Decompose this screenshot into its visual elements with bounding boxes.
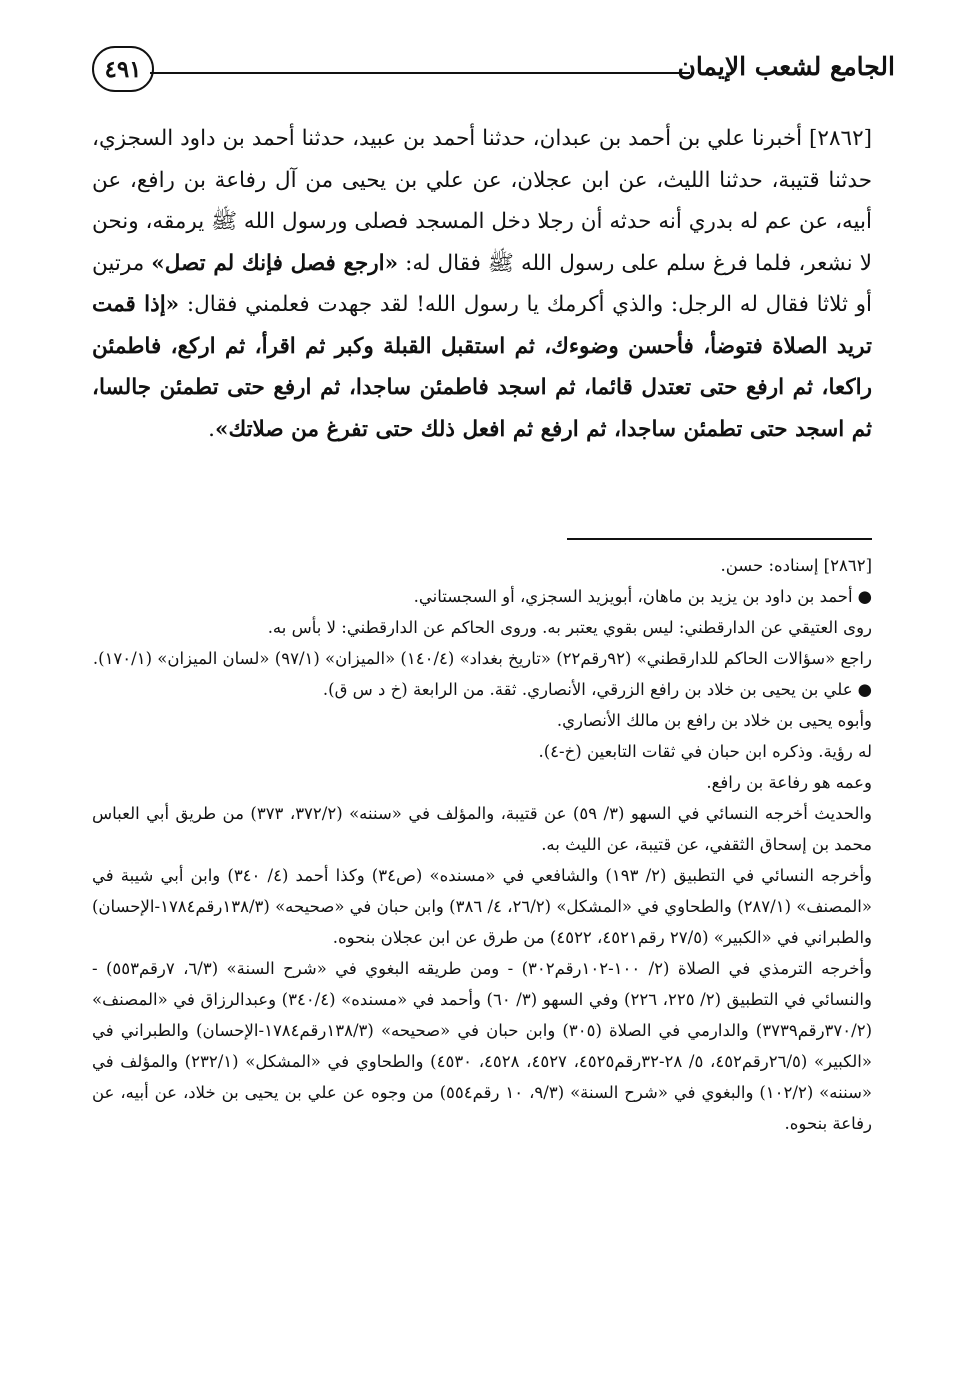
bullet-icon: ● xyxy=(857,587,872,606)
bullet-icon: ● xyxy=(857,680,872,699)
footnote-heading xyxy=(92,550,872,581)
page-number-badge xyxy=(92,46,154,92)
prophet-quote-2: «إذا قمت تريد الصلاة فتوضأ، فأحسن وضوءك، ثم استقبل القبلة وكبر ثم اقرأ، ثم اركع، فاطمئن راكعا، ثم ارفع حتى تعتدل قائما، ثم اسجد فاطمئن ساجدا، ثم ارفع حتى تطمئن جالسا، ثم اسجد حتى تطمئن ساجدا، ثم ارفع ثم افعل ذلك حتى تفرغ من صلاتك» xyxy=(92,292,872,442)
narrator-ali xyxy=(92,674,872,705)
hadith-paragraph xyxy=(92,118,872,450)
page-number: ٤٩١ xyxy=(104,55,142,83)
narrator-ali-father-note: له رؤية. وذكره ابن حبان في ثقات التابعين (خ-٤). xyxy=(538,742,872,761)
narrator-ali-text: علي بن يحيى بن خلاد بن رافع الزرقي، الأنصاري. ثقة. من الرابعة (خ د س ق). xyxy=(322,680,853,699)
narrator-ahmad xyxy=(92,581,872,612)
footnote-number: [٢٨٦٢] xyxy=(823,556,872,575)
isnad-grade: حسن. xyxy=(720,556,764,575)
header-rule xyxy=(150,72,690,74)
prophet-quote-1: «ارجع فصل فإنك لم تصل» xyxy=(151,250,399,276)
hadith-isnad: أخبرنا علي بن أحمد بن عبدان، حدثنا أحمد بن عبيد، حدثنا أحمد بن داود السجزي، حدثنا قتيبة، حدثنا الليث، عن ابن عجلان، عن علي بن يحيى من آل رفاعة بن رافع، عن أبيه، عن عم له بدري أنه حدثه أن رجلا دخل المسجد فصلى ورسول الله ﷺ يرمقه، ونحن لا نشعر، فلما فرغ سلم على رسول الله ﷺ فقال له: xyxy=(92,126,873,276)
hadith-number: [٢٨٦٢] xyxy=(809,126,873,151)
narrator-ahmad-text: أحمد بن داود بن يزيد بن ماهان، أبويزيد السجزي، أو السجستاني. xyxy=(413,587,853,606)
hadith-middle: مرتين أو ثلاثا فقال له الرجل: والذي أكرمك يا رسول الله! لقد جهدت فعلمني فقال: xyxy=(92,250,872,317)
hadith-end: . xyxy=(208,416,216,442)
narrator-ahmad-refs: راجع «سؤالات الحاكم للدارقطني» (٩٢رقم٢٢) «تاريخ بغداد» (١٤٠/٤) «الميزان» (٩٧/١) «لسان الميزان» (١٧٠/١). xyxy=(92,649,872,668)
footnote-separator xyxy=(567,538,872,540)
narrator-ali-uncle: وعمه هو رفاعة بن رافع. xyxy=(706,773,872,792)
narrator-ali-father: وأبوه يحيى بن خلاد بن رافع بن مالك الأنصاري. xyxy=(556,711,872,730)
takhrij-paragraph: والحديث أخرجه النسائي في السهو (٣/ ٥٩) عن قتيبة، والمؤلف في «سننه» (٣٧٢/٢، ٣٧٣) من طريق أبي العباس محمد بن إسحاق الثقفي، عن قتيبة، عن الليث به. xyxy=(92,804,872,854)
takhrij-paragraph: وأخرجه الترمذي في الصلاة (٢/ ١٠٠-١٠٢رقم٣٠٢) - ومن طريقه البغوي في «شرح السنة» (٦/٣، ٧رقم٥٥٣) - والنسائي في التطبيق (٢/ ٢٢٥، ٢٢٦) وفي السهو (٣/ ٦٠) وأحمد في «مسنده» (٣٤٠/٤) وعبدالرزاق في «المصنف» (٣٧٠/٢رقم٣٧٣٩) والدارمي في الصلاة (٣٠٥) وابن حبان في «صحيحه» (١٣٨/٣رقم١٧٨٤-الإحسان) والطبراني في «الكبير» (٢٦/٥رقم٤٥٢، ٥/ ٢٨-٣٢رقم٤٥٢٥، ٤٥٢٧، ٤٥٢٨، ٤٥٣٠) والطحاوي في «المشكل» (٢٣٢/١) والمؤلف في «سننه» (١٠٢/٢) والبغوي في «شرح السنة» (٩/٣، ١٠ رقم٥٥٤) من وجوه عن علي بن يحيى بن خلاد، عن أبيه، عن رفاعة بنحوه. xyxy=(92,959,873,1133)
narrator-ahmad-grading: روى العتيقي عن الدارقطني: ليس بقوي يعتبر به. وروى الحاكم عن الدارقطني: لا بأس به. xyxy=(267,618,872,637)
footnotes xyxy=(92,550,872,1139)
page-header xyxy=(92,40,895,110)
running-title: الجامع لشعب الإيمان xyxy=(677,52,895,81)
isnad-label: إسناده: xyxy=(768,556,819,575)
hadith-text xyxy=(92,118,872,450)
takhrij-paragraph: وأخرجه النسائي في التطبيق (٢/ ١٩٣) والشافعي في «مسنده» (ص٣٤) وكذا أحمد (٤/ ٣٤٠) وابن أبي شيبة في «المصنف» (٢٨٧/١) والطحاوي في «المشكل» (٢٦/٢، ٤/ ٣٨٦) وابن حبان في «صحيحه» (١٣٨/٣رقم١٧٨٤-الإحسان) والطبراني في «الكبير» (٢٧/٥ رقم٤٥٢١، ٤٥٢٢) من طرق عن ابن عجلان بنحوه. xyxy=(92,866,872,947)
